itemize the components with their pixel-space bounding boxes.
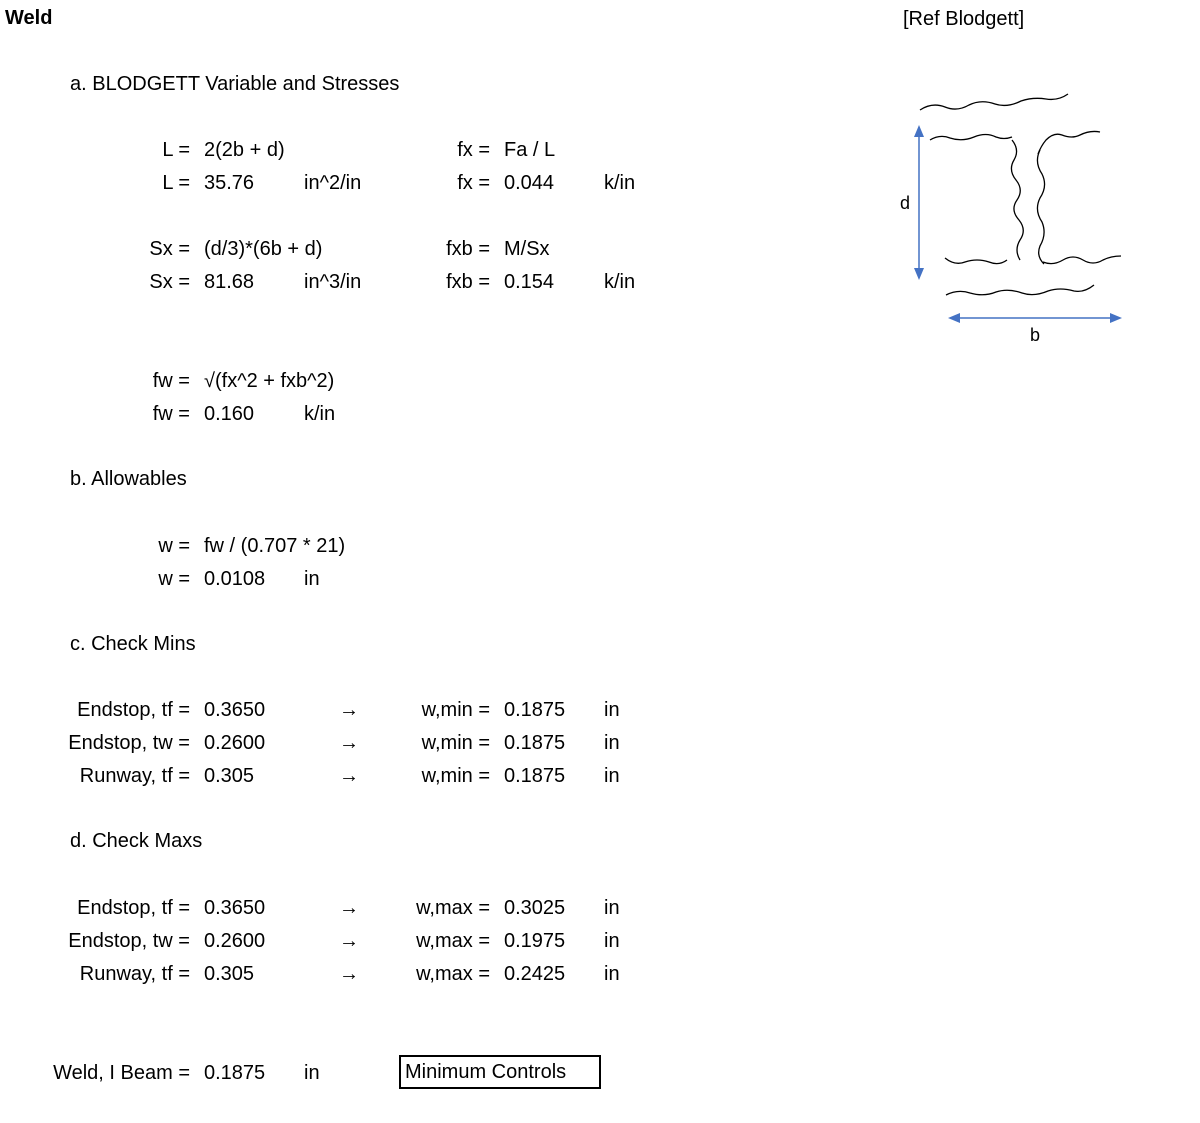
- bottom-flange-inner-right-weld: [1043, 256, 1121, 264]
- check-label: Runway, tf =: [79, 963, 190, 985]
- formula-value: M/Sx: [504, 238, 550, 260]
- formula-label: fw =: [152, 370, 190, 392]
- result-value: 0.1875: [204, 1062, 266, 1084]
- section-d-heading: d. Check Maxs: [70, 830, 203, 852]
- check-value: 0.305: [204, 765, 255, 787]
- check-label: w,max =: [416, 897, 490, 919]
- check-label: Endstop, tf =: [77, 699, 190, 721]
- formula-label: L =: [162, 139, 190, 161]
- result-value: 0.0108: [204, 568, 266, 590]
- web-left-weld: [1011, 140, 1023, 260]
- result-value: 0.154: [504, 271, 555, 293]
- section-a-heading: a. BLODGETT Variable and Stresses: [70, 73, 400, 95]
- check-unit: in: [604, 963, 620, 985]
- check-value: 0.3025: [504, 897, 566, 919]
- section-c-heading: c. Check Mins: [70, 633, 196, 655]
- d-arrow-top-icon: [914, 125, 924, 137]
- result-value: 81.68: [204, 271, 255, 293]
- check-value: 0.3650: [204, 699, 266, 721]
- check-unit: in: [604, 699, 620, 721]
- check-label: w,min =: [421, 699, 490, 721]
- d-arrow-bottom-icon: [914, 268, 924, 280]
- check-label: w,max =: [416, 930, 490, 952]
- check-label: w,min =: [421, 732, 490, 754]
- web-right-weld: [1037, 150, 1044, 264]
- formula-label: fx =: [457, 139, 490, 161]
- bottom-flange-inner-left-weld: [945, 258, 1007, 264]
- check-value: 0.2425: [504, 963, 566, 985]
- formula-value: √(fx^2 + fxb^2): [204, 370, 335, 392]
- check-value: 0.2600: [204, 732, 266, 754]
- check-label: Runway, tf =: [79, 765, 190, 787]
- check-value: 0.1975: [504, 930, 566, 952]
- check-value: 0.305: [204, 963, 255, 985]
- result-label: L =: [162, 172, 190, 194]
- result-unit: in^3/in: [304, 271, 362, 293]
- check-value: 0.1875: [504, 699, 566, 721]
- bottom-flange-outer-weld: [946, 285, 1094, 295]
- formula-label: w =: [158, 535, 190, 557]
- result-unit: in: [304, 568, 320, 590]
- result-unit: k/in: [304, 403, 336, 425]
- b-label: b: [1029, 325, 1041, 345]
- formula-label: Sx =: [149, 238, 190, 260]
- check-label: w,max =: [416, 963, 490, 985]
- arrow-right-icon: →: [339, 732, 359, 754]
- section-b-heading: b. Allowables: [70, 468, 187, 490]
- reference-note: [Ref Blodgett]: [903, 8, 1025, 30]
- check-unit: in: [604, 897, 620, 919]
- check-value: 0.2600: [204, 930, 266, 952]
- arrow-right-icon: →: [339, 930, 359, 952]
- formula-value: 2(2b + d): [204, 139, 285, 161]
- check-label: Endstop, tw =: [68, 732, 190, 754]
- b-arrow-right-icon: [1110, 313, 1122, 323]
- formula-value: Fa / L: [504, 139, 556, 161]
- top-flange-inner-right-weld: [1038, 131, 1100, 154]
- result-unit: in: [304, 1062, 320, 1084]
- result-value: 35.76: [204, 172, 255, 194]
- check-value: 0.1875: [504, 765, 566, 787]
- check-unit: in: [604, 732, 620, 754]
- top-flange-outer-weld: [920, 94, 1068, 110]
- check-label: Endstop, tf =: [77, 897, 190, 919]
- result-label: Sx =: [149, 271, 190, 293]
- b-arrow-left-icon: [948, 313, 960, 323]
- arrow-right-icon: →: [339, 897, 359, 919]
- result-label: fxb =: [446, 271, 490, 293]
- arrow-right-icon: →: [339, 963, 359, 985]
- check-unit: in: [604, 765, 620, 787]
- result-value: 0.160: [204, 403, 255, 425]
- result-label: Weld, I Beam =: [53, 1062, 190, 1084]
- result-unit: in^2/in: [304, 172, 362, 194]
- formula-label: fxb =: [446, 238, 490, 260]
- check-label: Endstop, tw =: [68, 930, 190, 952]
- page-title: Weld: [5, 7, 53, 29]
- formula-value: fw / (0.707 * 21): [204, 535, 346, 557]
- check-label: w,min =: [421, 765, 490, 787]
- result-value: 0.044: [504, 172, 555, 194]
- result-label: fw =: [152, 403, 190, 425]
- dimension-arrows: [914, 125, 1122, 323]
- arrow-right-icon: →: [339, 699, 359, 721]
- d-label: d: [899, 193, 911, 213]
- i-beam-sketch: [920, 94, 1121, 295]
- arrow-right-icon: →: [339, 765, 359, 787]
- result-unit: k/in: [604, 172, 636, 194]
- check-value: 0.1875: [504, 732, 566, 754]
- check-unit: in: [604, 930, 620, 952]
- result-unit: k/in: [604, 271, 636, 293]
- formula-value: (d/3)*(6b + d): [204, 238, 323, 260]
- result-label: fx =: [457, 172, 490, 194]
- top-flange-inner-left-weld: [930, 135, 1012, 141]
- conclusion-box: Minimum Controls: [399, 1055, 601, 1089]
- check-value: 0.3650: [204, 897, 266, 919]
- result-label: w =: [158, 568, 190, 590]
